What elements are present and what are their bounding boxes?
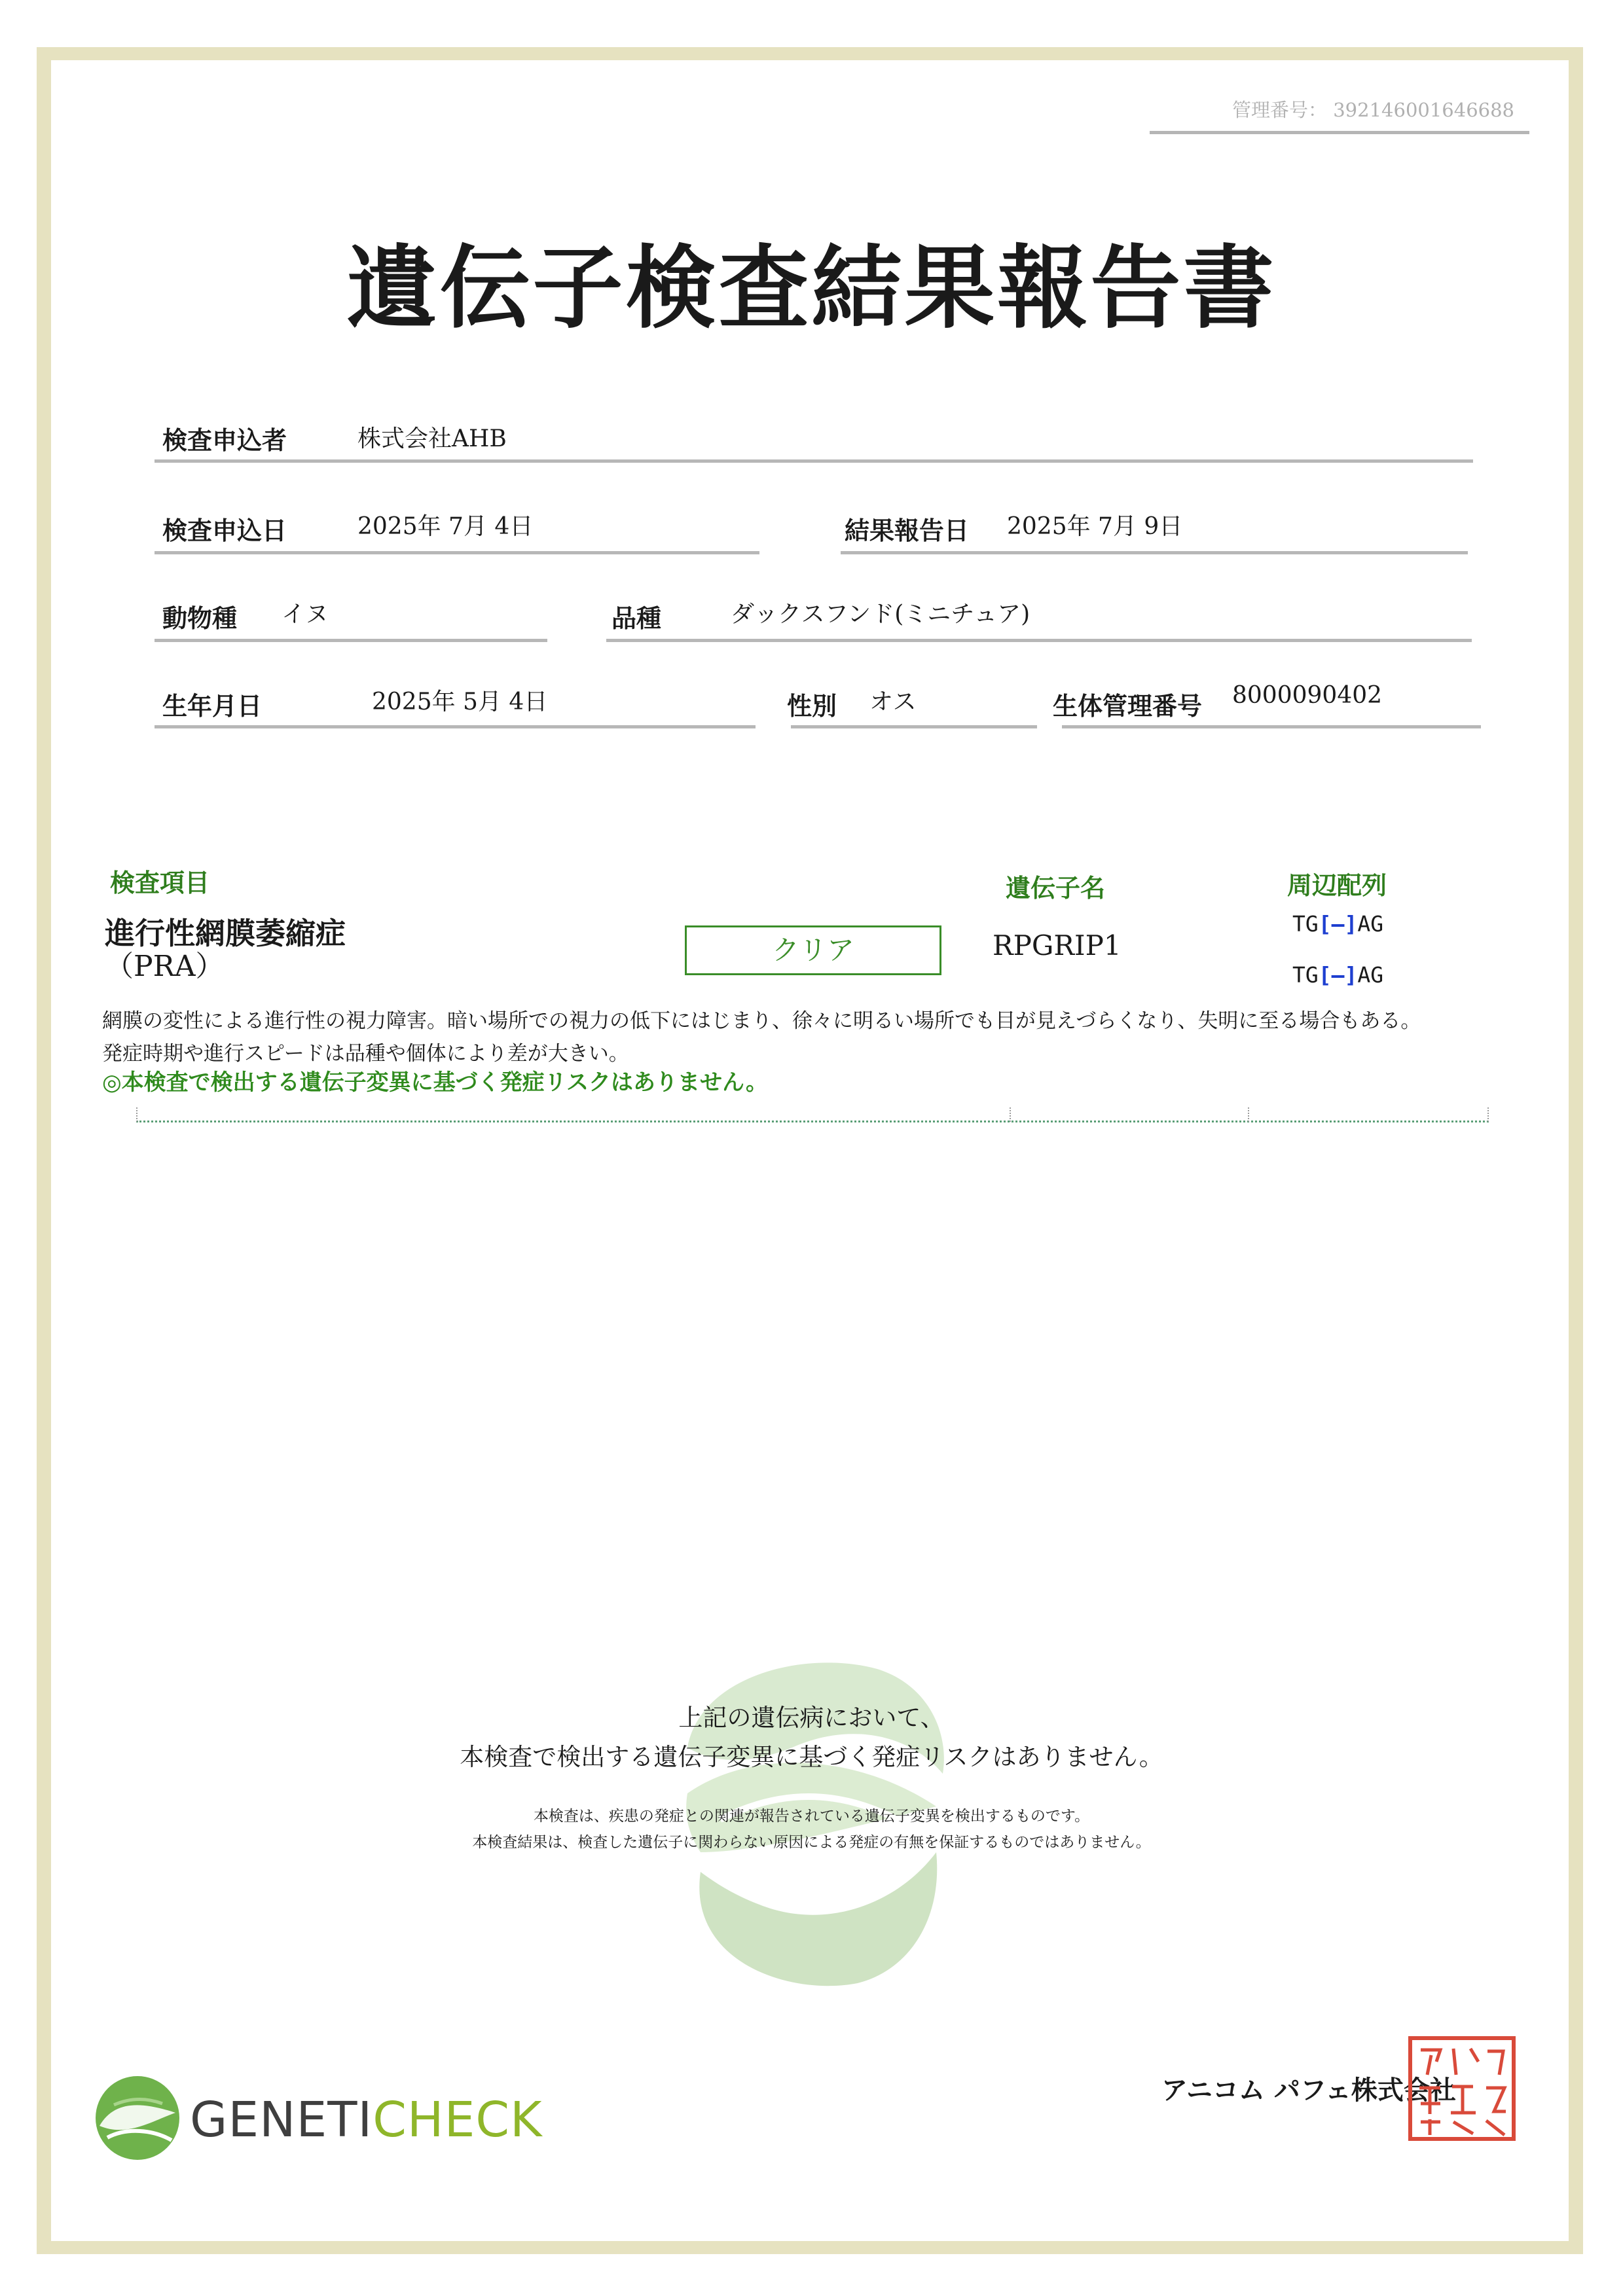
report-date-label: 結果報告日 bbox=[845, 516, 970, 545]
sequence-allele-2 bbox=[1292, 962, 1383, 988]
gene-name: RPGRIP1 bbox=[993, 929, 1122, 961]
applicant-value: 株式会社AHB bbox=[357, 425, 507, 452]
breed-label: 品種 bbox=[611, 603, 662, 633]
divider-tick bbox=[1487, 1107, 1489, 1122]
risk-statement: ◎本検査で検出する遺伝子変異に基づく発症リスクはありません。 bbox=[102, 1069, 769, 1096]
summary-line-2: 本検査で検出する遺伝子変異に基づく発症リスクはありません。 bbox=[460, 1743, 1163, 1771]
id-label: 生体管理番号 bbox=[1053, 691, 1203, 721]
geneticheck-logo-text bbox=[190, 2092, 543, 2148]
report-date-underline bbox=[841, 551, 1468, 554]
seq1-mid: [–] bbox=[1318, 911, 1358, 937]
sequence-header: 周辺配列 bbox=[1287, 870, 1387, 900]
disease-abbr: （PRA） bbox=[105, 950, 225, 983]
species-underline bbox=[155, 639, 547, 642]
breed-underline bbox=[606, 639, 1472, 642]
breed-value: ダックスフンド(ミニチュア) bbox=[731, 601, 1030, 628]
divider-tick bbox=[136, 1107, 137, 1122]
seq2-left: TG bbox=[1292, 962, 1319, 988]
management-number bbox=[1232, 96, 1514, 122]
result-badge: クリア bbox=[685, 925, 941, 975]
id-value: 8000090402 bbox=[1232, 682, 1383, 709]
seq1-left: TG bbox=[1292, 911, 1319, 937]
seq2-right: AG bbox=[1357, 962, 1384, 988]
birth-value: 2025年 5月 4日 bbox=[372, 689, 548, 715]
gene-name-header: 遺伝子名 bbox=[1006, 873, 1106, 903]
description-line-2: 発症時期や進行スピードは品種や個体により差が大きい。 bbox=[102, 1042, 629, 1066]
apply-date-underline bbox=[155, 551, 759, 554]
report-date-value: 2025年 7月 9日 bbox=[1007, 513, 1183, 540]
species-label: 動物種 bbox=[162, 603, 238, 633]
birth-underline bbox=[155, 725, 756, 728]
id-underline bbox=[1062, 725, 1481, 728]
result-divider bbox=[136, 1121, 1489, 1122]
sex-label: 性別 bbox=[787, 691, 837, 721]
logo-text-part-2: CHECK bbox=[373, 2092, 543, 2148]
sex-value: オス bbox=[869, 689, 917, 715]
applicant-label: 検査申込者 bbox=[162, 425, 287, 455]
page-title: 遺伝子検査結果報告書 bbox=[346, 234, 1277, 341]
logo-text-part-1: GENETI bbox=[190, 2092, 373, 2148]
test-item-header: 検査項目 bbox=[110, 868, 210, 897]
company-seal-stamp bbox=[1408, 2036, 1516, 2142]
birth-label: 生年月日 bbox=[162, 691, 263, 721]
company-name: アニコム パフェ株式会社 bbox=[1161, 2075, 1456, 2106]
disease-name: 進行性網膜萎縮症 bbox=[105, 916, 346, 951]
management-label: 管理番号： bbox=[1232, 99, 1328, 121]
divider-tick bbox=[1010, 1107, 1011, 1122]
description-line-1: 網膜の変性による進行性の視力障害。暗い場所での視力の低下にはじまり、徐々に明るい場所でも目が見えづらくなり、失明に至る場合もある。 bbox=[102, 1009, 1421, 1033]
divider-tick bbox=[1248, 1107, 1249, 1122]
apply-date-label: 検査申込日 bbox=[162, 516, 287, 545]
management-value: 392146001646688 bbox=[1333, 99, 1514, 121]
sequence-allele-1 bbox=[1292, 911, 1383, 937]
note-line-1: 本検査は、疾患の発症との関連が報告されている遺伝子変異を検出するものです。 bbox=[533, 1808, 1090, 1825]
geneticheck-logo-icon bbox=[94, 2075, 181, 2161]
species-value: イヌ bbox=[282, 601, 329, 628]
management-underline bbox=[1150, 131, 1529, 134]
seq2-mid: [–] bbox=[1318, 962, 1358, 988]
sex-underline bbox=[791, 725, 1037, 728]
seq1-right: AG bbox=[1357, 911, 1384, 937]
applicant-underline bbox=[155, 459, 1473, 463]
note-line-2: 本検査結果は、検査した遺伝子に関わらない原因による発症の有無を保証するものではありません。 bbox=[472, 1834, 1151, 1851]
apply-date-value: 2025年 7月 4日 bbox=[357, 513, 534, 540]
summary-line-1: 上記の遺伝病において、 bbox=[678, 1704, 945, 1732]
